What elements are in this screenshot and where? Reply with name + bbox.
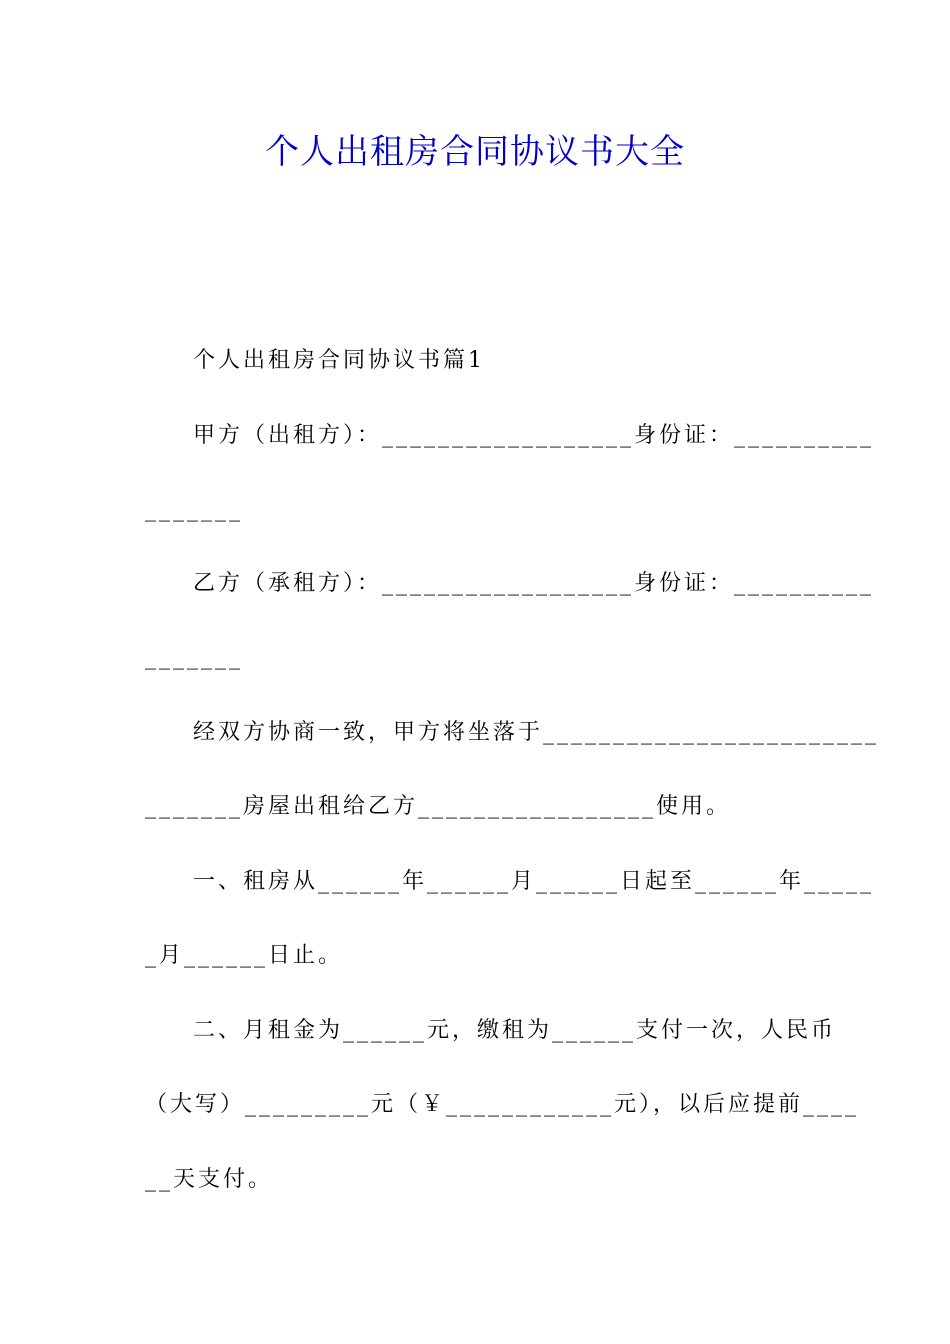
clause-1: 一、租房从______年______月______日起至______年_____ xyxy=(193,869,875,894)
party-a-line: 甲方（出租方）：__________________身份证：__________ xyxy=(193,423,875,448)
clause-1-cont: _月______日止。 xyxy=(145,943,344,968)
section-heading: 个人出租房合同协议书篇1 xyxy=(193,348,485,373)
party-b-line-cont: _______ xyxy=(145,645,243,670)
clause-2-end: __天支付。 xyxy=(145,1167,274,1192)
agreement-paragraph: 经双方协商一致，甲方将坐落于________________________ xyxy=(193,720,880,745)
party-a-line-cont: _______ xyxy=(145,497,243,522)
clause-2-cont: （大写）_________元（￥____________元），以后应提前____ xyxy=(145,1092,860,1117)
agreement-paragraph-cont: _______房屋出租给乙方_________________使用。 xyxy=(145,794,732,819)
document-title: 个人出租房合同协议书大全 xyxy=(265,132,685,172)
party-b-line: 乙方（承租方）：__________________身份证：__________ xyxy=(193,571,875,596)
clause-2: 二、月租金为______元，缴租为______支付一次，人民币 xyxy=(193,1018,837,1043)
